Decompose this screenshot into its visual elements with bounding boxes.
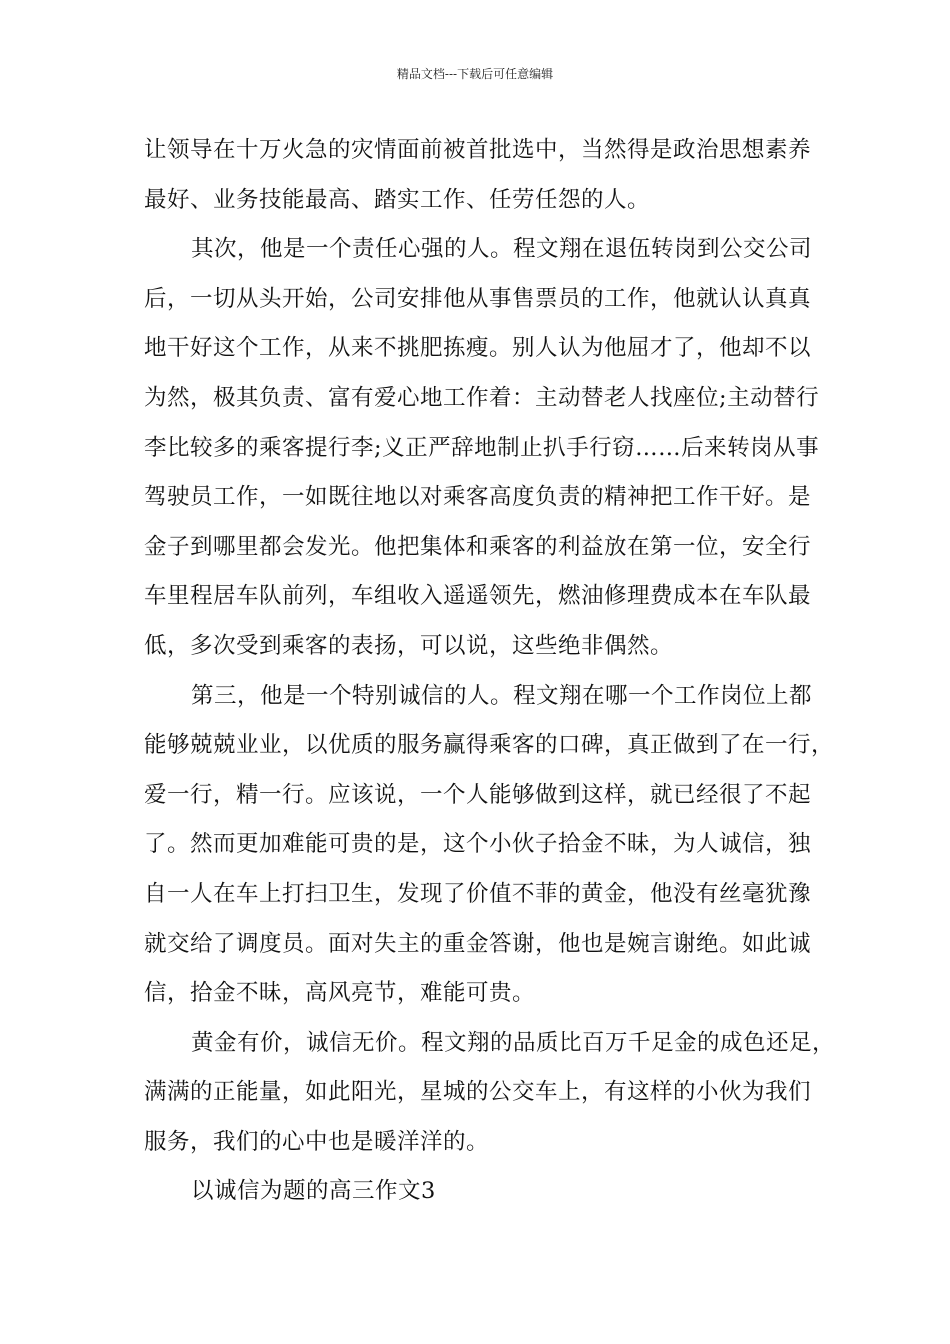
text-line: 驾驶员工作，一如既往地以对乘客高度负责的精神把工作干好。是 bbox=[144, 484, 812, 511]
text-line: 为然，极其负责、富有爱心地工作着：主动替老人找座位;主动替行 bbox=[144, 384, 820, 411]
text-line: 以诚信为题的高三作文3 bbox=[191, 1178, 436, 1205]
text-line: 车里程居车队前列，车组收入遥遥领先，燃油修理费成本在车队最 bbox=[144, 583, 812, 610]
text-line: 就交给了调度员。面对失主的重金答谢，他也是婉言谢绝。如此诚 bbox=[144, 930, 812, 957]
text-line: 满满的正能量，如此阳光，星城的公交车上，有这样的小伙为我们 bbox=[144, 1079, 812, 1106]
text-line: 爱一行，精一行。应该说，一个人能够做到这样，就已经很了不起 bbox=[144, 781, 812, 808]
text-line: 了。然而更加难能可贵的是，这个小伙子拾金不昧，为人诚信，独 bbox=[144, 831, 812, 858]
text-line: 信，拾金不昧，高风亮节，难能可贵。 bbox=[144, 980, 536, 1007]
text-line: 金子到哪里都会发光。他把集体和乘客的利益放在第一位，安全行 bbox=[144, 533, 812, 560]
text-line: 服务，我们的心中也是暖洋洋的。 bbox=[144, 1128, 490, 1155]
text-line: 自一人在车上打扫卫生，发现了价值不菲的黄金，他没有丝毫犹豫 bbox=[144, 880, 812, 907]
text-line: 低，多次受到乘客的表扬，可以说，这些绝非偶然。 bbox=[144, 632, 674, 659]
text-line: 地干好这个工作，从来不挑肥拣瘦。别人认为他屈才了，他却不以 bbox=[144, 335, 812, 362]
text-line: 能够兢兢业业，以优质的服务赢得乘客的口碑，真正做到了在一行， bbox=[144, 732, 835, 759]
text-line: 第三，他是一个特别诚信的人。程文翔在哪一个工作岗位上都 bbox=[191, 682, 813, 709]
document-body bbox=[144, 126, 836, 1217]
text-line: 最好、业务技能最高、踏实工作、任劳任怨的人。 bbox=[144, 186, 651, 213]
text-line: 其次，他是一个责任心强的人。程文翔在退伍转岗到公交公司 bbox=[191, 236, 813, 263]
text-line: 让领导在十万火急的灾情面前被首批选中，当然得是政治思想素养 bbox=[144, 137, 812, 163]
text-line: 黄金有价，诚信无价。程文翔的品质比百万千足金的成色还足， bbox=[191, 1029, 836, 1056]
page-header: 精品文档---下载后可任意编辑 bbox=[396, 67, 554, 81]
text-line: 后，一切从头开始，公司安排他从事售票员的工作，他就认认真真 bbox=[144, 285, 812, 312]
text-line: 李比较多的乘客提行李;义正严辞地制止扒手行窃……后来转岗从事 bbox=[144, 434, 820, 461]
